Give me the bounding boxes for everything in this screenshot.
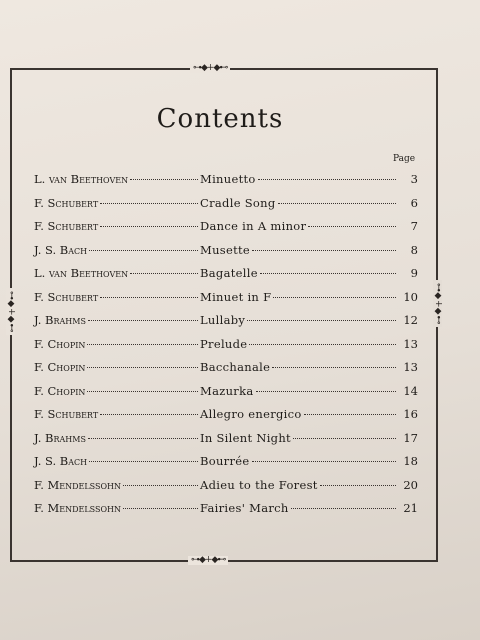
composer-cell [34,407,200,421]
work-cell [200,337,418,351]
dot-leader [87,344,198,345]
composer-cell [34,454,200,468]
page-number: 20 [403,477,418,492]
list-item [34,431,418,455]
page-number: 18 [403,454,418,468]
work-cell [200,290,418,304]
dot-leader [291,508,396,509]
page-number: 6 [410,195,418,210]
page-number: 17 [403,430,418,445]
page-number: 14 [403,383,418,398]
dot-leader [252,250,396,251]
dot-leader [130,179,198,180]
list-item [34,313,418,337]
dot-leader [100,203,198,204]
dot-leader [130,273,198,274]
list-item [34,407,418,431]
dot-leader [88,320,198,321]
list-item [34,172,418,196]
dot-leader [123,485,198,486]
composer-name: F. Mendelssohn [34,501,122,515]
composer-name: F. Schubert [34,289,99,304]
dot-leader [304,414,396,415]
dot-leader [249,344,396,345]
composer-name: L. van Beethoven [34,266,129,280]
composer-name: F. Chopin [34,383,86,398]
list-item [34,337,418,361]
work-title: Musette [200,242,251,257]
composer-name: J. S. Bach [34,454,88,468]
list-item [34,501,418,525]
work-title: Minuetto [200,172,256,186]
page-number: 8 [410,242,418,257]
composer-name: L. van Beethoven [34,172,129,186]
composer-cell [34,196,200,210]
composer-cell [34,266,200,280]
composer-cell [34,384,200,398]
composer-name: F. Chopin [34,360,86,374]
dot-leader [247,320,396,321]
dot-leader [100,297,198,298]
page-number: 9 [410,266,418,280]
work-title: Prelude [200,336,248,351]
contents-list [34,172,418,525]
dot-leader [87,391,198,392]
work-cell [200,243,418,257]
work-title: Cradle Song [200,195,276,210]
work-title: Mazurka [200,383,254,398]
list-item [34,454,418,478]
work-cell [200,360,418,374]
dot-leader [100,226,198,227]
page-number: 13 [403,360,418,374]
dot-leader [260,273,396,274]
work-cell [200,219,418,233]
page-number: 13 [403,336,418,351]
page-number: 12 [403,313,418,327]
composer-cell [34,243,200,257]
composer-cell [34,431,200,445]
dot-leader [273,297,396,298]
list-item [34,196,418,220]
composer-cell [34,290,200,304]
composer-name: J. Brahms [34,313,86,327]
dot-leader [258,179,396,180]
dot-leader [272,367,396,368]
dot-leader [87,367,198,368]
work-title: Adieu to the Forest [200,477,318,492]
work-cell [200,313,418,327]
list-item [34,266,418,290]
dot-leader [100,414,198,415]
list-item [34,243,418,267]
work-cell [200,501,418,515]
dot-leader [320,485,396,486]
work-title: Allegro energico [200,407,302,421]
dot-leader [89,250,198,251]
composer-cell [34,172,200,186]
work-title: Minuet in F [200,289,272,304]
dot-leader [88,438,198,439]
work-title: Bagatelle [200,266,258,280]
list-item [34,219,418,243]
work-cell [200,407,418,421]
composer-cell [34,313,200,327]
work-title: Dance in A minor [200,219,307,233]
page-number: 10 [403,289,418,304]
work-cell [200,478,418,492]
work-title: Bourrée [200,454,250,468]
top-ornament-icon: ⊶◆+◆⊷ [190,64,230,73]
composer-cell [34,478,200,492]
work-cell [200,196,418,210]
dot-leader [123,508,198,509]
composer-cell [34,501,200,515]
dot-leader [278,203,396,204]
dot-leader [89,461,198,462]
work-title: Lullaby [200,313,246,327]
dot-leader [308,226,396,227]
left-ornament-icon: ⊶◆+◆⊷ [6,288,15,335]
page-number: 3 [410,172,418,186]
list-item [34,384,418,408]
work-cell [200,454,418,468]
work-cell [200,431,418,445]
work-cell [200,172,418,186]
list-item [34,478,418,502]
dot-leader [256,391,396,392]
work-title: Fairies' March [200,501,289,515]
composer-name: J. S. Bach [34,242,88,257]
list-item [34,360,418,384]
right-ornament-icon: ⊶◆+◆⊷ [433,280,442,327]
composer-name: F. Schubert [34,219,99,233]
page-title: Contents [156,104,284,134]
page-number: 21 [403,501,418,515]
work-cell [200,266,418,280]
composer-name: J. Brahms [34,430,86,445]
composer-name: F. Schubert [34,407,99,421]
bottom-ornament-icon: ⊶◆+◆⊷ [188,556,228,565]
page-number: 16 [403,407,418,421]
work-title: Bacchanale [200,360,271,374]
composer-name: F. Mendelssohn [34,477,122,492]
work-title: In Silent Night [200,430,291,445]
page-number: 7 [410,219,418,233]
page-column-header: Page [393,154,416,164]
composer-cell [34,360,200,374]
dot-leader [293,438,396,439]
work-cell [200,384,418,398]
composer-name: F. Chopin [34,336,86,351]
dot-leader [252,461,397,462]
list-item [34,290,418,314]
composer-name: F. Schubert [34,195,99,210]
composer-cell [34,219,200,233]
composer-cell [34,337,200,351]
